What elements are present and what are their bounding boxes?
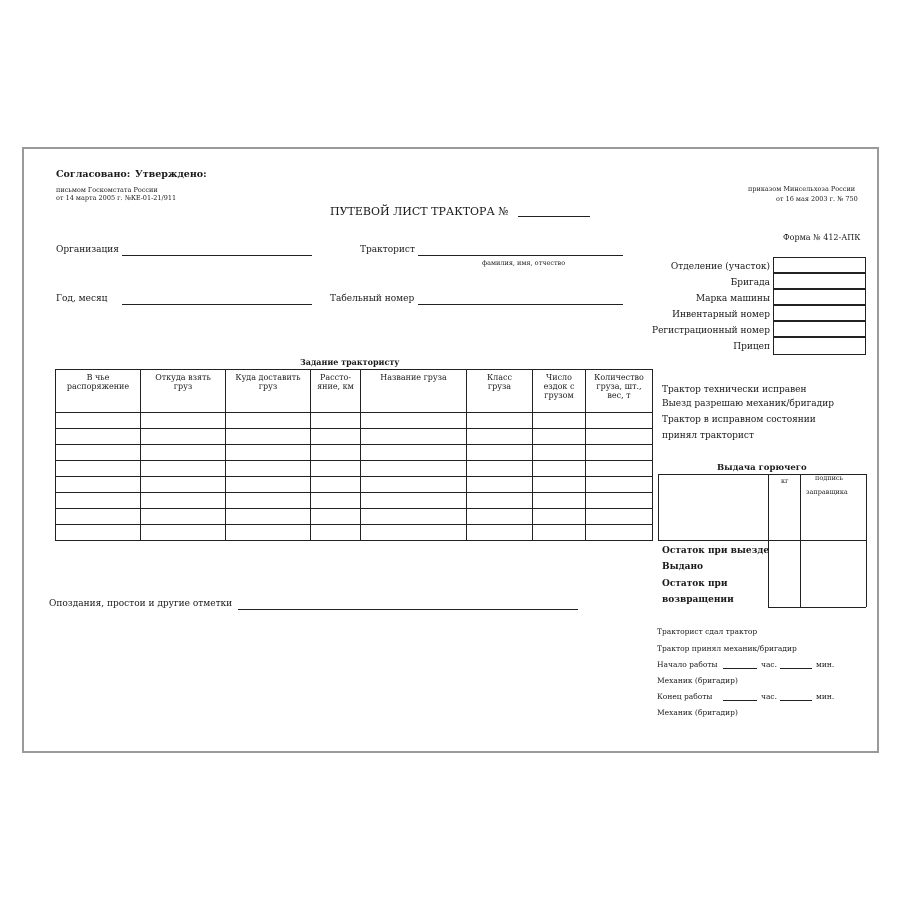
task-table-caption: Задание трактористу	[300, 357, 400, 367]
column-header: Куда доставить груз	[226, 370, 311, 413]
column-header: В чье распоряжение	[56, 370, 141, 413]
table-row[interactable]	[56, 413, 653, 429]
work-end-hours-line[interactable]	[723, 700, 757, 701]
right-field-label: Инвентарный номер	[672, 310, 770, 320]
organization-label: Организация	[56, 245, 119, 255]
column-header: Рассто- яние, км	[311, 370, 361, 413]
fuel-row-label: Выдано	[662, 562, 704, 572]
form-code: Форма № 412-АПК	[783, 233, 861, 242]
fuel-head-rule	[658, 540, 866, 541]
status-line: Трактор технически исправен	[662, 385, 807, 395]
fuel-title: Выдача горючего	[717, 463, 807, 473]
driver-handed-label: Тракторист сдал трактор	[657, 627, 758, 636]
column-header: Количество груза, шт., вес, т	[586, 370, 653, 413]
right-field-box[interactable]	[773, 321, 866, 337]
tab-number-line[interactable]	[418, 304, 623, 305]
table-row[interactable]	[56, 445, 653, 461]
approved-right-label: Утверждено:	[135, 169, 207, 180]
mechanic-accepted-label: Трактор принял механик/бригадир	[657, 644, 797, 653]
fuel-col-signature: подпись	[815, 474, 844, 482]
delays-line[interactable]	[238, 609, 578, 610]
right-field-label: Прицеп	[733, 342, 770, 352]
fuel-col-divider	[866, 474, 867, 607]
approval-letter-line2: от 14 марта 2005 г. №КЕ-01-21/911	[56, 194, 177, 202]
status-line: Трактор в исправном состоянии	[662, 415, 816, 425]
right-field-box[interactable]	[773, 289, 866, 305]
work-start-minutes-line[interactable]	[780, 668, 812, 669]
fuel-row-label: Остаток при выезде	[662, 546, 770, 556]
hours-unit: час.	[761, 692, 778, 701]
right-field-box[interactable]	[773, 337, 866, 355]
minutes-unit: мин.	[816, 692, 835, 701]
work-end-minutes-line[interactable]	[780, 700, 812, 701]
table-row[interactable]	[56, 461, 653, 477]
tab-number-label: Табельный номер	[330, 294, 415, 304]
table-row[interactable]	[56, 493, 653, 509]
right-field-label: Марка машины	[695, 294, 770, 304]
tractor-driver-label: Тракторист	[360, 245, 415, 255]
hours-unit: час.	[761, 660, 778, 669]
fuel-col-kg: кг	[781, 477, 789, 485]
order-line2: от 16 мая 2003 г. № 750	[776, 195, 858, 203]
date-label: Год, месяц	[56, 294, 108, 304]
approved-left-label: Согласовано:	[56, 169, 131, 180]
mechanic-label: Механик (бригадир)	[657, 676, 738, 685]
approval-letter-line1: письмом Госкомстата России	[56, 186, 158, 194]
status-line: принял тракторист	[662, 431, 754, 441]
column-header: Число ездок с грузом	[533, 370, 586, 413]
date-line[interactable]	[122, 304, 312, 305]
tractor-driver-line[interactable]	[418, 255, 623, 256]
column-header: Название груза	[361, 370, 467, 413]
right-field-label: Бригада	[730, 278, 770, 288]
task-table	[55, 369, 653, 541]
column-header: Класс груза	[467, 370, 533, 413]
right-field-box[interactable]	[773, 305, 866, 321]
fuel-col-divider	[658, 474, 659, 540]
fuel-bottom-rule	[768, 607, 866, 608]
organization-line[interactable]	[122, 255, 312, 256]
fuel-row-label: возвращении	[662, 595, 734, 605]
table-row[interactable]	[56, 525, 653, 541]
work-start-label: Начало работы	[657, 660, 718, 669]
fuel-row-label: Остаток при	[662, 579, 728, 589]
right-field-box[interactable]	[773, 257, 866, 273]
table-row[interactable]	[56, 429, 653, 445]
column-header: Откуда взять груз	[141, 370, 226, 413]
minutes-unit: мин.	[816, 660, 835, 669]
right-field-label: Отделение (участок)	[670, 262, 770, 272]
delays-label: Опоздания, простои и другие отметки	[49, 599, 233, 609]
fuel-col-signature: заправщика	[806, 488, 848, 496]
mechanic-label: Механик (бригадир)	[657, 708, 738, 717]
driver-name-hint: фамилия, имя, отчество	[482, 259, 566, 267]
table-row[interactable]	[56, 509, 653, 525]
order-line1: приказом Минсельхоза России	[748, 185, 856, 193]
work-end-label: Конец работы	[657, 692, 713, 701]
right-field-box[interactable]	[773, 273, 866, 289]
status-line: Выезд разрешаю механик/бригадир	[662, 399, 834, 409]
page-title: ПУТЕВОЙ ЛИСТ ТРАКТОРА №	[330, 205, 509, 218]
table-row[interactable]	[56, 477, 653, 493]
right-field-label: Регистрационный номер	[652, 326, 770, 336]
title-number-line[interactable]	[518, 216, 590, 217]
work-start-hours-line[interactable]	[723, 668, 757, 669]
